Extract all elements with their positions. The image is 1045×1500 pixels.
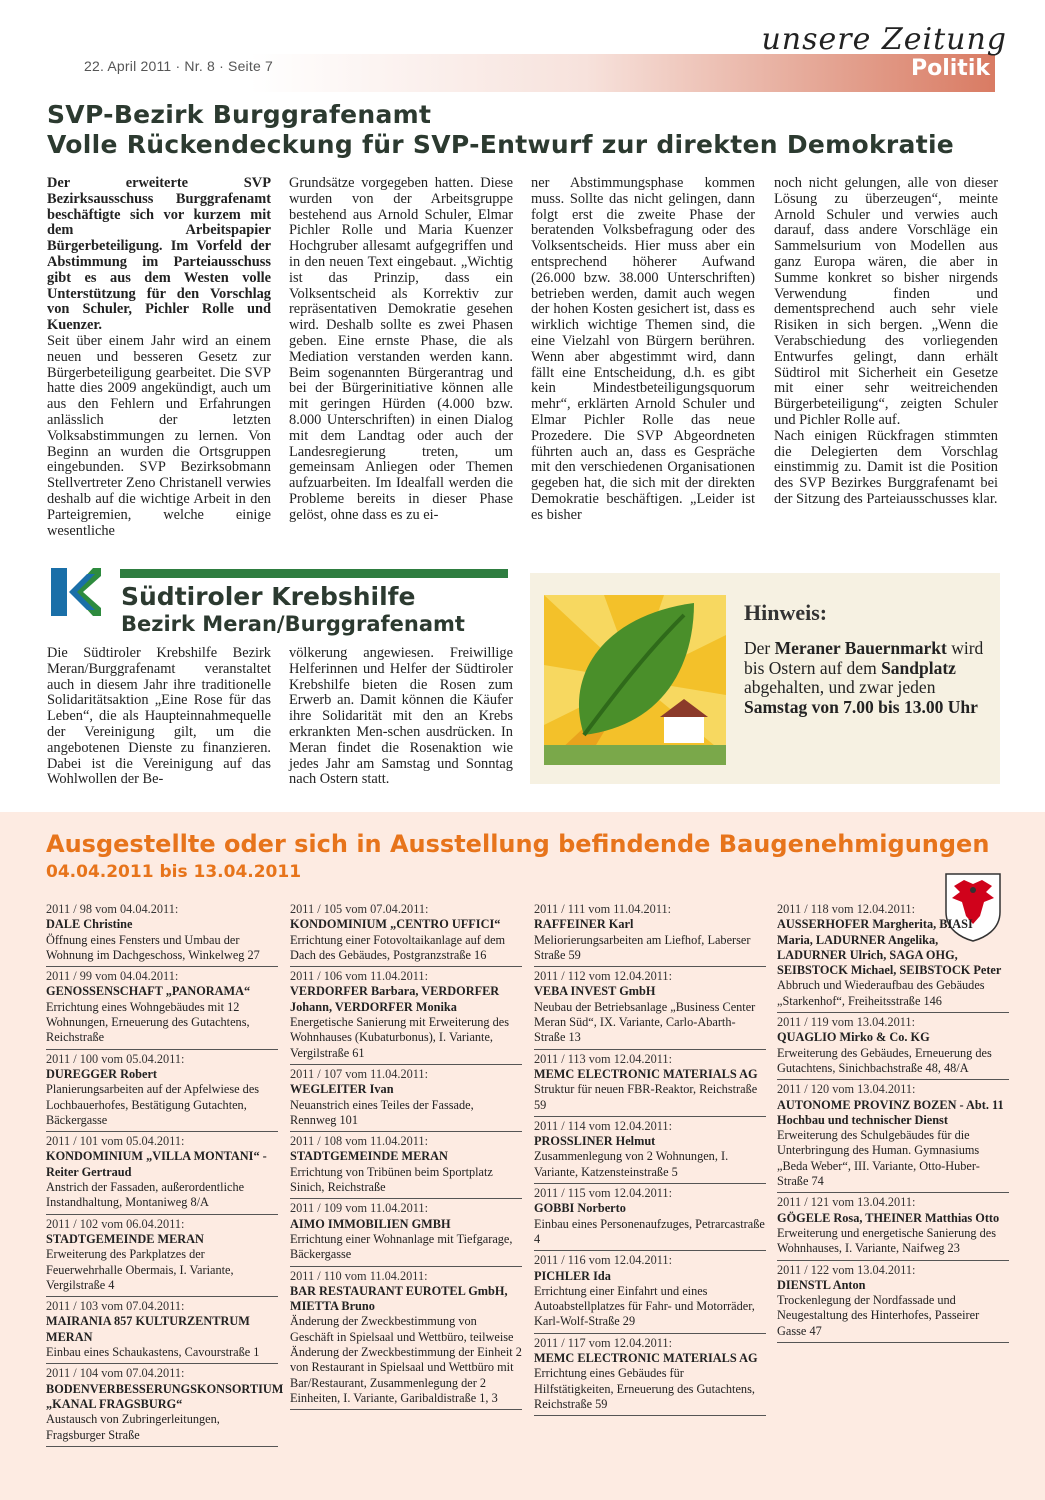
permit-number: 2011 / 100 vom 05.04.2011: — [46, 1051, 185, 1066]
krebshilfe-column-2 — [289, 646, 513, 788]
permit-entry — [777, 1193, 1009, 1260]
article-text: Nach einigen Rückfragen stimmten die Delegierten dem Vorschlag einstimmig zu. Damit ist die Position des SVP Bezirkes Burggrafenamt bei der Sitzung des Parteiausschusses klar. — [774, 427, 998, 507]
permits-column-3 — [534, 900, 766, 1416]
krebshilfe-rule — [120, 569, 508, 578]
permit-entry — [534, 1050, 766, 1117]
permit-entry — [290, 1199, 522, 1266]
krebshilfe-text: völkerung angewiesen. Freiwillige Helferinnen und Helfer der Südtiroler Krebshilfe bieten die Rosen zum Erwerb an. Damit können die Käufer ihre Solidarität mit den an Krebs erkrankten Men-schen ausdrücken. In Meran findet die Rosenaktion wie jedes Jahr am Samstag und Sonntag nach Ostern statt. — [289, 645, 513, 788]
permit-applicant: MEMC ELECTRONIC MATERIALS AG — [534, 1066, 758, 1081]
article-column-4 — [774, 176, 998, 508]
krebshilfe-subtitle: Bezirk Meran/Burggrafenamt — [121, 612, 465, 636]
article-text: noch nicht gelungen, alle von dieser Lösung zu überzeugen“, meinte Arnold Schuler und verwies auch darauf, dass andere Vorschläge ein Sammelsurium von Modellen aus ganz Europa wären, die aber in Summe konkret so bisher nirgends Verwendung finden und dementsprechend auch sehr viele Risiken in sich bergen. „Wenn die Verabschiedung des vorliegenden Entwurfes gelingt, dann erhält Südtirol mit Sicherheit ein Gesetze mit einer sehr weitreichenden Bürgerbeteiligung“, zeigten Schuler und Pichler Rolle auf. — [774, 175, 998, 428]
permit-applicant: DIENSTL Anton — [777, 1277, 866, 1292]
permit-description: Erweiterung und energetische Sanierung des Wohnhauses, I. Variante, Naifweg 23 — [777, 1225, 996, 1256]
permit-entry — [534, 900, 766, 967]
article-column-2 — [289, 176, 513, 524]
permit-applicant: AIMO IMMOBILIEN GMBH — [290, 1216, 451, 1231]
permit-description: Errichtung eines Gebäudes für Hilfstätigkeiten, Erneuerung des Gutachtens, Reichstraße 59 — [534, 1366, 755, 1411]
permit-applicant: PROSSLINER Helmut — [534, 1134, 656, 1149]
article-text: Seit über einem Jahr wird an einem neuen und besseren Gesetz zur Bürgerbeteiligung gearbeitet. Die SVP hatte dies 2009 angekündigt, auch um aus den Fehlern und Erfahrungen anlässlich der letzten Volksabstimmungen zu lernen. Von Beginn an wurden die Ortsgruppen eingebunden. SVP Bezirksobmann Stellvertreter Zeno Christanell verwies deshalb auf die wichtige Arbeit in den Parteigremien, welche einige wesentliche — [47, 332, 271, 539]
permit-applicant: DUREGGER Robert — [46, 1066, 158, 1081]
permit-applicant: GOBBI Norberto — [534, 1201, 626, 1216]
permit-applicant: QUAGLIO Mirko & Co. KG — [777, 1030, 930, 1045]
permit-description: Errichtung von Tribünen beim Sportplatz Sinich, Reichstraße — [290, 1164, 493, 1195]
permit-entry — [46, 1215, 278, 1297]
permit-number: 2011 / 106 vom 11.04.2011: — [290, 969, 428, 984]
permit-applicant: MEMC ELECTRONIC MATERIALS AG — [534, 1351, 758, 1366]
permit-entry — [534, 1117, 766, 1184]
permit-applicant: KONDOMINIUM „VILLA MONTANI“ - Reiter Gertraud — [46, 1149, 267, 1179]
article-column-1 — [47, 176, 271, 539]
permit-number: 2011 / 109 vom 11.04.2011: — [290, 1201, 428, 1216]
permit-number: 2011 / 104 vom 07.04.2011: — [46, 1366, 185, 1381]
permit-description: Änderung der Zweckbestimmung von Geschäft in Spielsaal und Wettbüro, teilweise Änderung der Zweckbestimmung der Einheit 2 von Restaurant in Spielsaal und Wettbüro mit Bar/Restaurant, Zusammenlegung der 2 Einheiten, I. Variante, Garibaldistraße 1, 3 — [290, 1314, 522, 1405]
permits-column-2 — [290, 900, 522, 1410]
permit-description: Einbau eines Schaukastens, Cavourstraße 1 — [46, 1345, 260, 1360]
permit-description: Trockenlegung der Nordfassade und Neugestaltung des Hinterhofes, Passeirer Gasse 47 — [777, 1293, 980, 1338]
permit-description: Errichtung eines Wohngebäudes mit 12 Wohnungen, Erneuerung des Gutachtens, Reichstraße — [46, 999, 250, 1045]
permit-entry — [534, 1184, 766, 1251]
permit-description: Planierungsarbeiten auf der Apfelwiese des Lochbauerhofes, Bestätigung Gutachten, Bäckergasse — [46, 1082, 260, 1127]
permit-applicant: VERDORFER Barbara, VERDORFER Johann, VERDORFER Monika — [290, 984, 500, 1014]
permit-description: Errichtung einer Einfahrt und eines Autoabstellplatzes für Fahr- und Motorräder, Karl-Wolf-Straße 29 — [534, 1283, 755, 1329]
permit-entry — [46, 1132, 278, 1214]
permit-entry — [46, 1364, 284, 1446]
article-headline: Volle Rückendeckung für SVP-Entwurf zur direkten Demokratie — [47, 130, 955, 159]
permit-applicant: DALE Christine — [46, 917, 133, 932]
article-column-3 — [531, 176, 755, 524]
dateline: 22. April 2011 · Nr. 8 · Seite 7 — [84, 58, 274, 74]
permit-number: 2011 / 117 vom 12.04.2011: — [534, 1335, 672, 1350]
permit-applicant: VEBA INVEST GmbH — [534, 984, 656, 999]
permit-entry — [46, 1050, 278, 1132]
permit-entry — [46, 1297, 278, 1364]
permit-entry — [290, 1065, 522, 1132]
permit-description: Neubau der Betriebsanlage „Business Center Meran Süd“, IX. Variante, Carlo-Abarth-Straße 13 — [534, 999, 756, 1045]
permit-entry — [46, 900, 278, 967]
permit-description: Erweiterung des Schulgebäudes für die Unterbringung des Human. Gymnasiums „Beda Weber“, III. Variante, Otto-Huber-Straße 74 — [777, 1128, 980, 1189]
header-band — [250, 54, 995, 92]
permit-applicant: STADTGEMEINDE MERAN — [290, 1149, 448, 1164]
permit-number: 2011 / 98 vom 04.04.2011: — [46, 902, 179, 916]
brand-logo: unsere Zeitung — [761, 22, 1007, 57]
permit-description: Neuanstrich eines Teiles der Fassade, Rennweg 101 — [290, 1097, 474, 1127]
permit-number: 2011 / 119 vom 13.04.2011: — [777, 1015, 915, 1030]
permit-entry — [777, 1080, 1009, 1193]
permit-description: Zusammenlegung von 2 Wohnungen, I. Variante, Katzensteinstraße 5 — [534, 1149, 729, 1179]
permit-description: Erweiterung des Gebäudes, Erneuerung des Gutachtens, Sinichbachstraße 48, 48/A — [777, 1045, 992, 1075]
permit-entry — [777, 1261, 1009, 1343]
permit-description: Meliorierungsarbeiten am Liefhof, Laberser Straße 59 — [534, 932, 751, 962]
permit-applicant: AUTONOME PROVINZ BOZEN - Abt. 11 Hochbau und technischer Dienst — [777, 1097, 1004, 1127]
permit-number: 2011 / 108 vom 11.04.2011: — [290, 1134, 428, 1149]
permit-applicant: WEGLEITER Ivan — [290, 1082, 394, 1097]
permit-number: 2011 / 114 vom 12.04.2011: — [534, 1118, 672, 1133]
notice-text: Der Meraner Bauernmarkt wird bis Ostern auf dem Sandplatz abgehalten, und zwar jeden Samstag von 7.00 bis 13.00 Uhr — [744, 638, 984, 717]
permit-description: Öffnung eines Fensters und Umbau der Wohnung im Dachgeschoss, Winkelweg 27 — [46, 932, 260, 962]
permit-number: 2011 / 112 vom 12.04.2011: — [534, 969, 672, 984]
permit-number: 2011 / 111 vom 11.04.2011: — [534, 902, 672, 916]
permits-column-1 — [46, 900, 284, 1447]
permit-entry — [46, 967, 278, 1049]
permit-applicant: GENOSSENSCHAFT „PANORAMA“ — [46, 984, 251, 999]
permit-entry — [290, 1132, 522, 1199]
permit-entry — [290, 967, 522, 1065]
permit-description: Errichtung einer Fotovoltaikanlage auf dem Dach des Gebäudes, Postgranzstraße 16 — [290, 932, 506, 962]
permit-number: 2011 / 105 vom 07.04.2011: — [290, 902, 429, 916]
permit-entry — [534, 1251, 766, 1333]
permit-applicant: PICHLER Ida — [534, 1268, 611, 1283]
permit-description: Erweiterung des Parkplatzes der Feuerwehrhalle Obermais, I. Variante, Vergilstraße 4 — [46, 1247, 234, 1292]
permit-number: 2011 / 99 vom 04.04.2011: — [46, 969, 179, 984]
permit-number: 2011 / 110 vom 11.04.2011: — [290, 1268, 428, 1283]
permit-description: Anstrich der Fassaden, außerordentliche Instandhaltung, Montaniweg 8/A — [46, 1180, 245, 1210]
permit-number: 2011 / 113 vom 12.04.2011: — [534, 1051, 672, 1066]
krebshilfe-title: Südtiroler Krebshilfe — [121, 582, 416, 611]
permit-applicant: RAFFEINER Karl — [534, 917, 634, 932]
krebshilfe-text: Die Südtiroler Krebshilfe Bezirk Meran/Burggrafenamt veranstaltet auch in diesem Jahr ihre traditionelle Solidaritätsaktion „Eine Rose für das Leben“, die als Haupteinnahmequelle der Vereinigung gilt, um die angebotenen Dienste zu finanzieren. Dabei ist die Vereinigung auf das Wohlwollen der Be- — [47, 645, 271, 788]
krebshilfe-logo-icon — [49, 566, 101, 618]
permits-title: Ausgestellte oder sich in Ausstellung befindende Baugenehmigungen — [46, 830, 990, 858]
permit-number: 2011 / 122 vom 13.04.2011: — [777, 1262, 916, 1277]
article-lead: Der erweiterte SVP Bezirksausschuss Burggrafenamt beschäftigte sich vor kurzem mit dem Arbeitspapier Bürgerbeteiligung. Im Vorfeld der Abstimmung im Parteiausschuss gibt es aus dem Westen volle Unterstützung für den Vorschlag von Schuler, Pichler Rolle und Kuenzer. — [47, 175, 271, 334]
article-kicker: SVP-Bezirk Burggrafenamt — [47, 100, 432, 129]
notice-title: Hinweis: — [744, 600, 828, 625]
permit-applicant: MAIRANIA 857 KULTURZENTRUM MERAN — [46, 1314, 250, 1344]
permit-number: 2011 / 103 vom 07.04.2011: — [46, 1299, 185, 1314]
permit-number: 2011 / 101 vom 05.04.2011: — [46, 1134, 185, 1149]
permit-number: 2011 / 115 vom 12.04.2011: — [534, 1186, 672, 1201]
permits-column-4 — [777, 900, 1009, 1343]
permit-entry — [534, 967, 766, 1049]
permit-description: Austausch von Zubringerleitungen, Fragsburger Straße — [46, 1412, 220, 1442]
permit-applicant: BODENVERBESSERUNGSKONSORTIUM „KANAL FRAGSBURG“ — [46, 1381, 284, 1411]
permit-applicant: AUSSERHOFER Margherita, BIASI Maria, LADURNER Angelika, LADURNER Ulrich, SAGA OHG, SEIBSTOCK Michael, SEIBSTOCK Peter — [777, 917, 1002, 978]
permit-entry — [777, 1013, 1009, 1080]
permit-description: Abbruch und Wiederaufbau des Gebäudes „Starkenhof“, Freiheitsstraße 146 — [777, 978, 985, 1008]
leaf-sun-illustration — [544, 595, 726, 765]
section-label: Politik — [910, 56, 990, 81]
permit-applicant: STADTGEMEINDE MERAN — [46, 1231, 204, 1246]
permit-entry — [290, 1267, 522, 1411]
permit-entry — [534, 1334, 766, 1416]
permit-description: Energetische Sanierung mit Erweiterung des Wohnhauses (Kubaturbonus), I. Variante, Vergilstraße 61 — [290, 1015, 510, 1060]
permit-number: 2011 / 121 vom 13.04.2011: — [777, 1195, 916, 1210]
permits-date-range: 04.04.2011 bis 13.04.2011 — [46, 862, 302, 882]
permit-number: 2011 / 107 vom 11.04.2011: — [290, 1066, 428, 1081]
krebshilfe-column-1 — [47, 646, 271, 788]
permit-applicant: BAR RESTAURANT EUROTEL GmbH, MIETTA Bruno — [290, 1283, 508, 1314]
permit-number: 2011 / 118 vom 12.04.2011: — [777, 902, 915, 916]
permit-number: 2011 / 120 vom 13.04.2011: — [777, 1082, 916, 1097]
permit-number: 2011 / 116 vom 12.04.2011: — [534, 1253, 672, 1268]
permit-description: Errichtung einer Wohnanlage mit Tiefgarage, Bäckergasse — [290, 1231, 513, 1262]
permit-entry — [290, 900, 522, 967]
permit-applicant: GÖGELE Rosa, THEINER Matthias Otto — [777, 1210, 1000, 1225]
permit-number: 2011 / 102 vom 06.04.2011: — [46, 1216, 185, 1231]
permit-entry — [777, 900, 1009, 1013]
permit-description: Struktur für neuen FBR-Reaktor, Reichstraße 59 — [534, 1082, 758, 1112]
permit-description: Einbau eines Personenaufzuges, Petrarcastraße 4 — [534, 1216, 765, 1246]
permit-applicant: KONDOMINIUM „CENTRO UFFICI“ — [290, 917, 501, 932]
article-text: ner Abstimmungsphase kommen muss. Sollte das nicht gelingen, dann folgt erst die zweite Phase der beratenden Volksbefragung oder des Volksentscheids. Hier muss aber ein entsprechend höherer Aufwand (26.000 bzw. 38.000 Unterschriften) betrieben werden, damit auch wegen der hohen Kosten gesichert ist, dass es wirklich wichtige Themen sind, die eine Vielzahl von Bürgern berühren. Wenn aber abgestimmt wird, dann fällt eine Entscheidung, d.h. es gibt kein Mindestbeteiligungsquorum mehr“, erklärten Arnold Schuler und Elmar Pichler Rolle das neue Prozedere. Die SVP Abgeordneten führten auch an, dass es Gespräche mit den verschiedenen Organisationen gegeben hat, die sich mit der direkten Demokratie beschäftigen. „Leider ist es bisher — [531, 175, 755, 523]
article-text: Grundsätze vorgegeben hatten. Diese wurden von der Arbeitsgruppe bestehend aus Arnold Schuler, Elmar Pichler Rolle und Maria Kuenzer Hochgruber allesamt aufgegriffen und in den neuen Text eingebaut. „Wichtig ist das Prinzip, dass ein Volksentscheid als Korrektiv zur repräsentativen Demokratie gesehen wird. Deshalb sollte es zwei Phasen geben. Eine ernste Phase, die als Mediation verstanden werden kann. Beim sogenannten Bürgerantrag und bei der Bürgerinitiative können alle mit geringen Hürden (4.000 bzw. 8.000 Unterschriften) in einen Dialog mit dem Landtag oder auch der Landesregierung treten, um gemeinsam Anliegen oder Themen aufzuarbeiten. Im Idealfall werden die Probleme bereits in dieser Phase gelöst, ohne dass es zu ei- — [289, 175, 513, 523]
